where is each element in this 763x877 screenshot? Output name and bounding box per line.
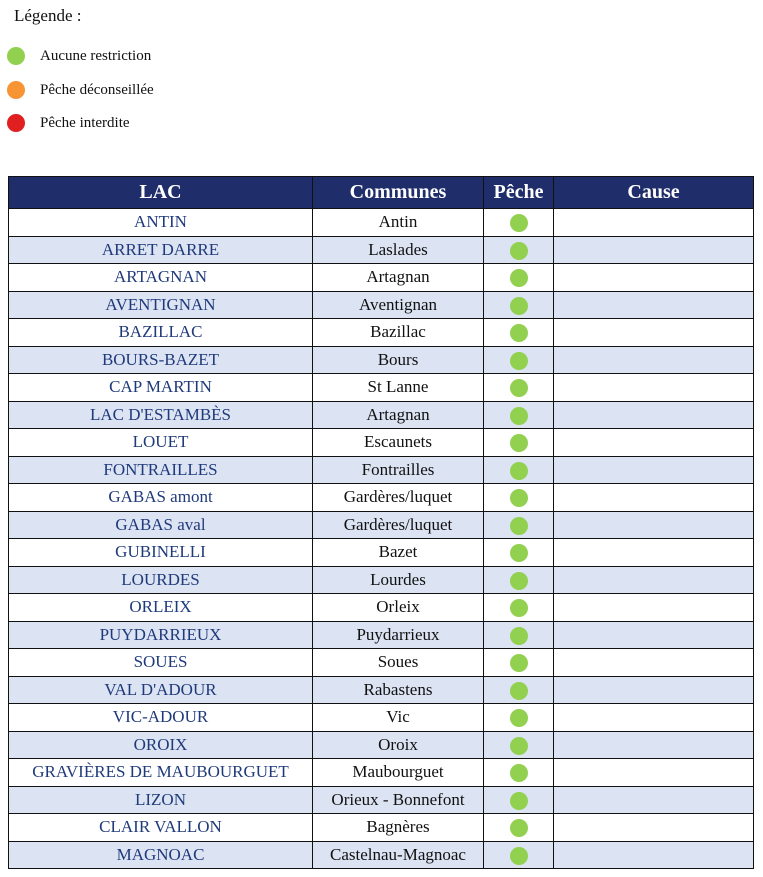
commune-cell: Maubourguet: [313, 759, 484, 787]
legend-item-aucune-restriction: [7, 46, 151, 66]
green-dot-icon: [510, 407, 528, 425]
peche-status-cell: [484, 704, 554, 732]
cause-cell: [554, 291, 754, 319]
green-dot-icon: [510, 462, 528, 480]
table-row: [9, 291, 754, 319]
peche-status-cell: [484, 484, 554, 512]
legend-title: Légende :: [14, 6, 82, 25]
lake-name-cell: LOUET: [9, 429, 313, 457]
commune-cell: Puydarrieux: [313, 621, 484, 649]
table-row: [9, 649, 754, 677]
peche-status-cell: [484, 291, 554, 319]
table-row: [9, 401, 754, 429]
green-dot-icon: [510, 737, 528, 755]
header-lac: LAC: [9, 177, 313, 209]
lake-name-cell: VAL D'ADOUR: [9, 676, 313, 704]
commune-cell: St Lanne: [313, 374, 484, 402]
table-row: [9, 236, 754, 264]
cause-cell: [554, 731, 754, 759]
green-dot-icon: [510, 489, 528, 507]
lake-name-cell: LIZON: [9, 786, 313, 814]
peche-status-cell: [484, 841, 554, 869]
green-dot-icon: [510, 599, 528, 617]
lakes-table: [8, 176, 754, 869]
lake-name-cell: GABAS amont: [9, 484, 313, 512]
lake-name-cell: GABAS aval: [9, 511, 313, 539]
commune-cell: Bazillac: [313, 319, 484, 347]
lake-name-cell: ARTAGNAN: [9, 264, 313, 292]
commune-cell: Laslades: [313, 236, 484, 264]
commune-cell: Bazet: [313, 539, 484, 567]
commune-cell: Bagnères: [313, 814, 484, 842]
lake-name-cell: LAC D'ESTAMBÈS: [9, 401, 313, 429]
commune-cell: Castelnau-Magnoac: [313, 841, 484, 869]
green-dot-icon: [510, 269, 528, 287]
commune-cell: Soues: [313, 649, 484, 677]
commune-cell: Gardères/luquet: [313, 511, 484, 539]
table-row: [9, 786, 754, 814]
peche-status-cell: [484, 786, 554, 814]
peche-status-cell: [484, 264, 554, 292]
lake-name-cell: BAZILLAC: [9, 319, 313, 347]
cause-cell: [554, 649, 754, 677]
lake-name-cell: PUYDARRIEUX: [9, 621, 313, 649]
lake-name-cell: GUBINELLI: [9, 539, 313, 567]
commune-cell: Gardères/luquet: [313, 484, 484, 512]
peche-status-cell: [484, 429, 554, 457]
peche-status-cell: [484, 676, 554, 704]
green-dot-icon: [510, 709, 528, 727]
cause-cell: [554, 484, 754, 512]
commune-cell: Rabastens: [313, 676, 484, 704]
legend-item-peche-interdite: [7, 113, 130, 133]
cause-cell: [554, 594, 754, 622]
header-cause: Cause: [554, 177, 754, 209]
peche-status-cell: [484, 814, 554, 842]
lake-name-cell: FONTRAILLES: [9, 456, 313, 484]
peche-status-cell: [484, 209, 554, 237]
cause-cell: [554, 566, 754, 594]
green-dot-icon: [510, 434, 528, 452]
cause-cell: [554, 676, 754, 704]
peche-status-cell: [484, 236, 554, 264]
green-dot-icon: [510, 819, 528, 837]
commune-cell: Oroix: [313, 731, 484, 759]
table-row: [9, 676, 754, 704]
commune-cell: Artagnan: [313, 401, 484, 429]
commune-cell: Escaunets: [313, 429, 484, 457]
header-communes: Communes: [313, 177, 484, 209]
cause-cell: [554, 401, 754, 429]
table-body: [9, 209, 754, 869]
commune-cell: Aventignan: [313, 291, 484, 319]
commune-cell: Orieux - Bonnefont: [313, 786, 484, 814]
table-row: [9, 594, 754, 622]
orange-dot-icon: [7, 81, 25, 99]
table-row: [9, 621, 754, 649]
green-dot-icon: [510, 847, 528, 865]
green-dot-icon: [510, 324, 528, 342]
commune-cell: Bours: [313, 346, 484, 374]
cause-cell: [554, 264, 754, 292]
table-row: [9, 566, 754, 594]
peche-status-cell: [484, 401, 554, 429]
peche-status-cell: [484, 346, 554, 374]
cause-cell: [554, 621, 754, 649]
lake-name-cell: MAGNOAC: [9, 841, 313, 869]
red-dot-icon: [7, 114, 25, 132]
peche-status-cell: [484, 539, 554, 567]
green-dot-icon: [510, 682, 528, 700]
lake-name-cell: CLAIR VALLON: [9, 814, 313, 842]
lake-name-cell: VIC-ADOUR: [9, 704, 313, 732]
lake-name-cell: ANTIN: [9, 209, 313, 237]
commune-cell: Vic: [313, 704, 484, 732]
legend-label: Pêche interdite: [40, 114, 130, 131]
lake-name-cell: SOUES: [9, 649, 313, 677]
table-row: [9, 209, 754, 237]
cause-cell: [554, 346, 754, 374]
peche-status-cell: [484, 731, 554, 759]
commune-cell: Lourdes: [313, 566, 484, 594]
green-dot-icon: [510, 297, 528, 315]
cause-cell: [554, 786, 754, 814]
cause-cell: [554, 319, 754, 347]
table-row: [9, 731, 754, 759]
cause-cell: [554, 456, 754, 484]
commune-cell: Artagnan: [313, 264, 484, 292]
green-dot-icon: [510, 352, 528, 370]
table-row: [9, 319, 754, 347]
table-row: [9, 456, 754, 484]
peche-status-cell: [484, 511, 554, 539]
cause-cell: [554, 511, 754, 539]
cause-cell: [554, 814, 754, 842]
lake-name-cell: GRAVIÈRES DE MAUBOURGUET: [9, 759, 313, 787]
cause-cell: [554, 236, 754, 264]
cause-cell: [554, 841, 754, 869]
green-dot-icon: [510, 654, 528, 672]
green-dot-icon: [7, 47, 25, 65]
green-dot-icon: [510, 214, 528, 232]
table-row: [9, 759, 754, 787]
commune-cell: Orleix: [313, 594, 484, 622]
table-row: [9, 841, 754, 869]
table-row: [9, 704, 754, 732]
peche-status-cell: [484, 566, 554, 594]
peche-status-cell: [484, 319, 554, 347]
green-dot-icon: [510, 792, 528, 810]
table-header-row: [9, 177, 754, 209]
peche-status-cell: [484, 759, 554, 787]
lake-name-cell: ORLEIX: [9, 594, 313, 622]
green-dot-icon: [510, 572, 528, 590]
table-row: [9, 539, 754, 567]
lake-name-cell: LOURDES: [9, 566, 313, 594]
green-dot-icon: [510, 517, 528, 535]
cause-cell: [554, 704, 754, 732]
cause-cell: [554, 209, 754, 237]
cause-cell: [554, 539, 754, 567]
cause-cell: [554, 759, 754, 787]
legend-label: Pêche déconseillée: [40, 81, 154, 98]
peche-status-cell: [484, 594, 554, 622]
header-peche: Pêche: [484, 177, 554, 209]
legend-label: Aucune restriction: [40, 47, 152, 64]
green-dot-icon: [510, 242, 528, 260]
table-row: [9, 511, 754, 539]
legend-item-peche-deconseillee: [7, 80, 154, 100]
commune-cell: Antin: [313, 209, 484, 237]
peche-status-cell: [484, 649, 554, 677]
lake-name-cell: OROIX: [9, 731, 313, 759]
table-row: [9, 346, 754, 374]
table-row: [9, 429, 754, 457]
green-dot-icon: [510, 764, 528, 782]
lake-name-cell: ARRET DARRE: [9, 236, 313, 264]
green-dot-icon: [510, 627, 528, 645]
table-row: [9, 484, 754, 512]
lake-name-cell: AVENTIGNAN: [9, 291, 313, 319]
peche-status-cell: [484, 456, 554, 484]
peche-status-cell: [484, 621, 554, 649]
table-row: [9, 374, 754, 402]
cause-cell: [554, 429, 754, 457]
lake-name-cell: CAP MARTIN: [9, 374, 313, 402]
table-row: [9, 264, 754, 292]
green-dot-icon: [510, 544, 528, 562]
table-row: [9, 814, 754, 842]
green-dot-icon: [510, 379, 528, 397]
peche-status-cell: [484, 374, 554, 402]
cause-cell: [554, 374, 754, 402]
commune-cell: Fontrailles: [313, 456, 484, 484]
lake-name-cell: BOURS-BAZET: [9, 346, 313, 374]
